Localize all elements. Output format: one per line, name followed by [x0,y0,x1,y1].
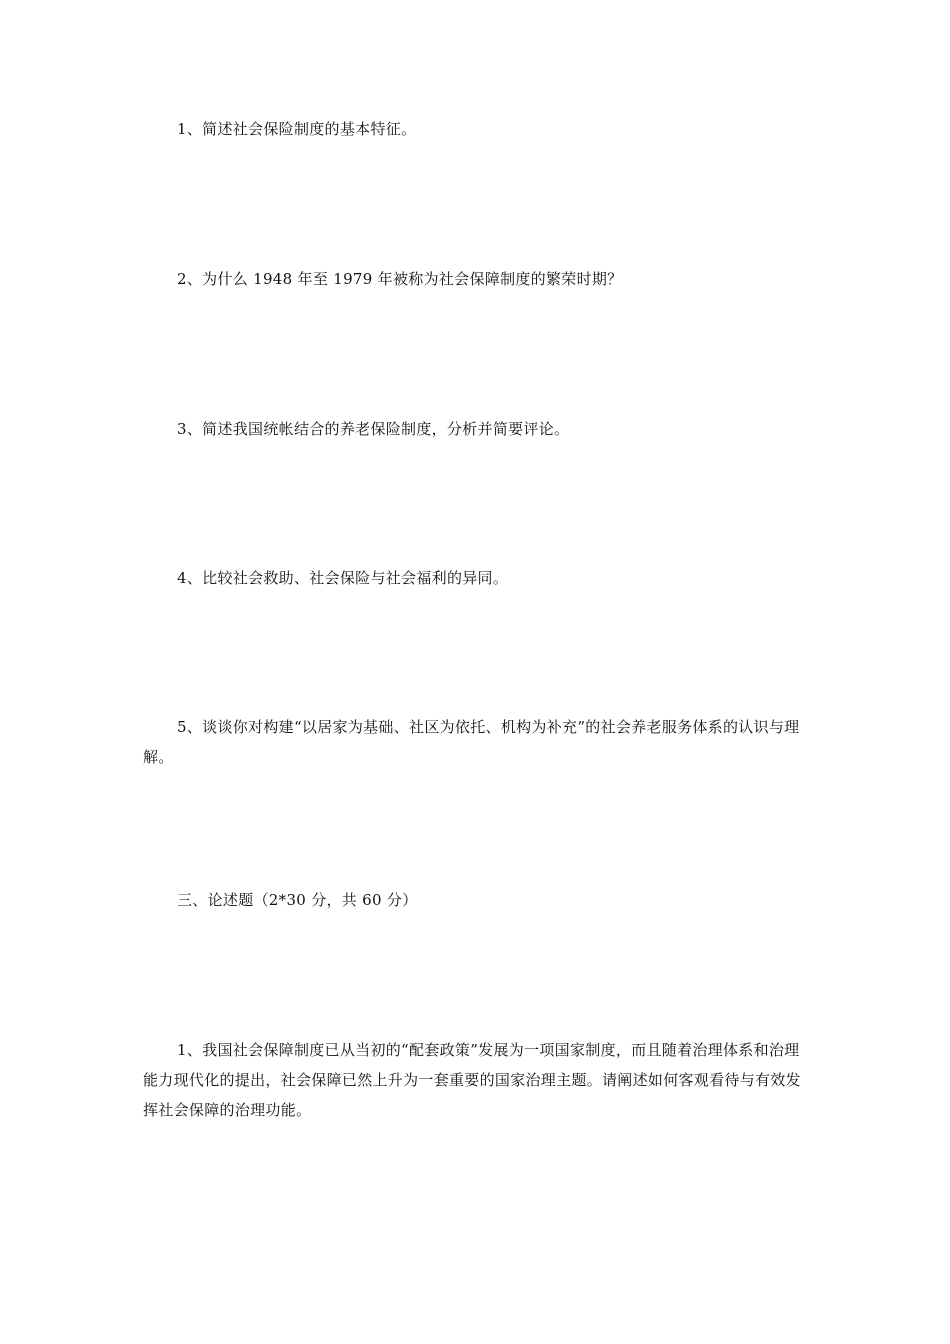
question-5: 5、谈谈你对构建“以居家为基础、社区为依托、机构为补充”的社会养老服务体系的认识与理解。 [143,718,800,766]
essay-question-1: 1、我国社会保障制度已从当初的“配套政策”发展为一项国家制度，而且随着治理体系和治理能力现代化的提出，社会保障已然上升为一套重要的国家治理主题。请阐述如何客观看待与有效发挥社会保障的治理功能。 [143,1041,801,1119]
question-1: 1、简述社会保险制度的基本特征。 [177,120,417,138]
question-4: 4、比较社会救助、社会保险与社会福利的异同。 [177,569,509,587]
question-2: 2、为什么 1948 年至 1979 年被称为社会保障制度的繁荣时期？ [177,270,623,288]
section-heading-essay: 三、论述题（2*30 分，共 60 分） [177,891,418,909]
question-3: 3、简述我国统帐结合的养老保险制度，分析并简要评论。 [177,420,570,438]
